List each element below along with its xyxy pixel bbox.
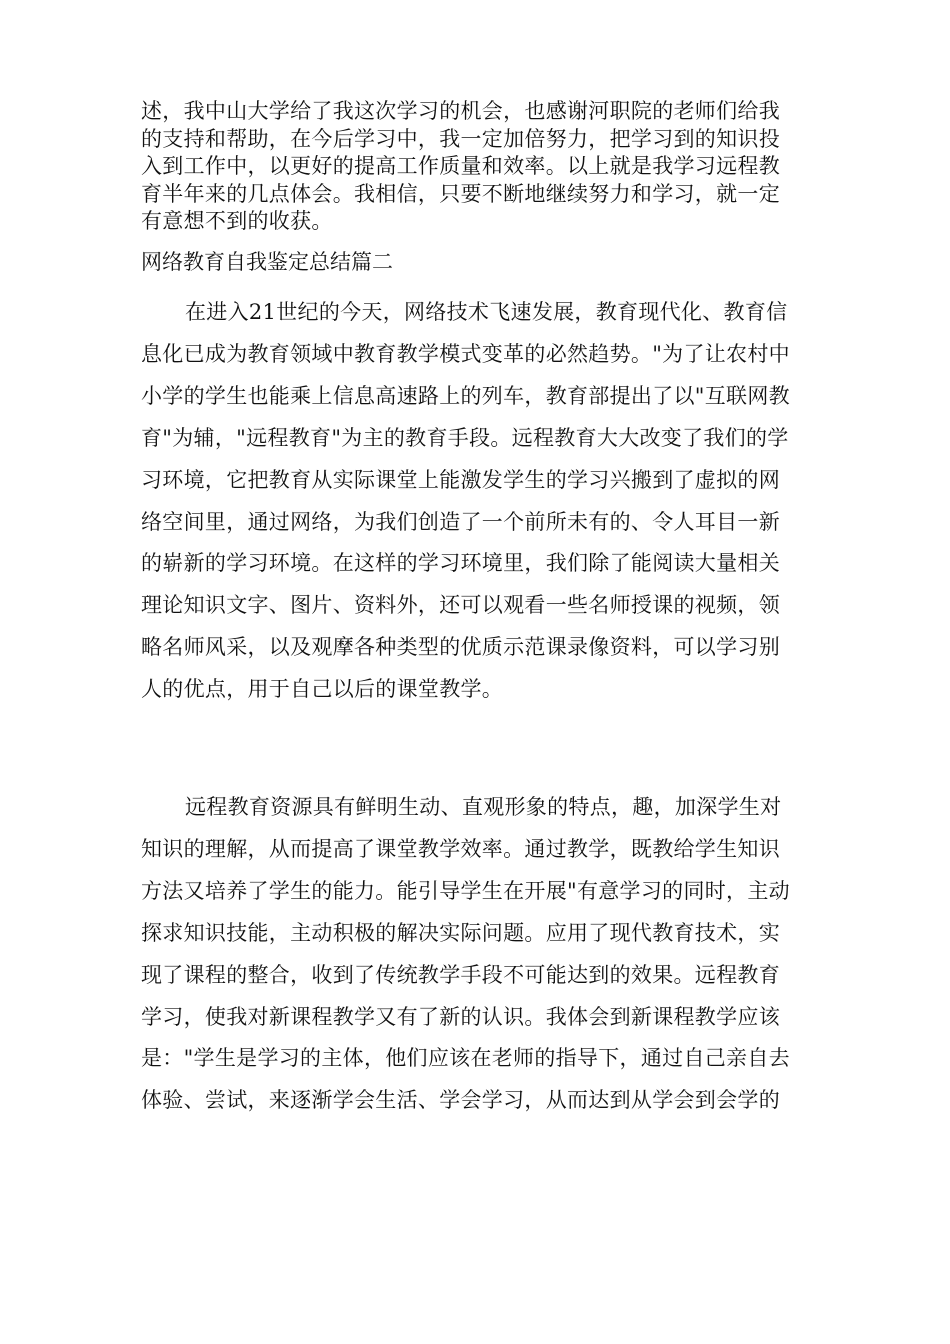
text-line: 人的优点，用于自己以后的课堂教学。	[141, 677, 504, 702]
text-line: 息化已成为教育领域中教育教学模式变革的必然趋势。"为了让农村中	[141, 341, 790, 366]
text-line: 入到工作中，以更好的提高工作质量和效率。以上就是我学习远程教	[141, 154, 780, 178]
text-line: 有意想不到的收获。	[141, 209, 333, 233]
paragraph-2	[141, 787, 831, 1122]
text-line: 育半年来的几点体会。我相信，只要不断地继续努力和学习，就一定	[141, 181, 780, 206]
paragraph-1	[141, 292, 831, 711]
text-line: 探求知识技能，主动积极的解决实际问题。应用了现代教育技术，实	[141, 920, 780, 945]
continuation-paragraph	[141, 98, 821, 236]
text-line: 知识的理解，从而提高了课堂教学效率。通过教学，既教给学生知识	[141, 836, 780, 861]
text-line: 小学的学生也能乘上信息高速路上的列车，教育部提出了以"互联网教	[141, 383, 790, 408]
text-line: 的崭新的学习环境。在这样的学习环境里，我们除了能阅读大量相关	[141, 551, 780, 576]
text-line: 方法又培养了学生的能力。能引导学生在开展"有意学习的同时，主动	[141, 878, 790, 903]
text-line: 述，我中山大学给了我这次学习的机会，也感谢河职院的老师们给我	[141, 99, 780, 123]
text-line: 现了课程的整合，收到了传统教学手段不可能达到的效果。远程教育	[141, 962, 780, 987]
text-line: 略名师风采，以及观摩各种类型的优质示范课录像资料，可以学习别	[141, 635, 780, 660]
text-line: 育"为辅，"远程教育"为主的教育手段。远程教育大大改变了我们的学	[141, 425, 789, 450]
section-heading: 网络教育自我鉴定总结篇二	[141, 250, 393, 274]
text-line: 理论知识文字、图片、资料外，还可以观看一些名师授课的视频，领	[141, 593, 780, 618]
text-line: 体验、尝试，来逐渐学会生活、学会学习，从而达到从学会到会学的	[141, 1088, 780, 1113]
text-line: 络空间里，通过网络，为我们创造了一个前所未有的、令人耳目一新	[141, 509, 780, 534]
text-line: 学习，使我对新课程教学又有了新的认识。我体会到新课程教学应该	[141, 1004, 780, 1029]
text-line: 远程教育资源具有鲜明生动、直观形象的特点，趣，加深学生对	[185, 795, 782, 819]
text-line: 在进入21世纪的今天，网络技术飞速发展，教育现代化、教育信	[185, 300, 788, 324]
text-line: 习环境，它把教育从实际课堂上能激发学生的学习兴搬到了虚拟的网	[141, 467, 780, 492]
text-line: 的支持和帮助，在今后学习中，我一定加倍努力，把学习到的知识投	[141, 126, 780, 151]
text-line: 是："学生是学习的主体，他们应该在老师的指导下，通过自己亲自去	[141, 1046, 790, 1071]
